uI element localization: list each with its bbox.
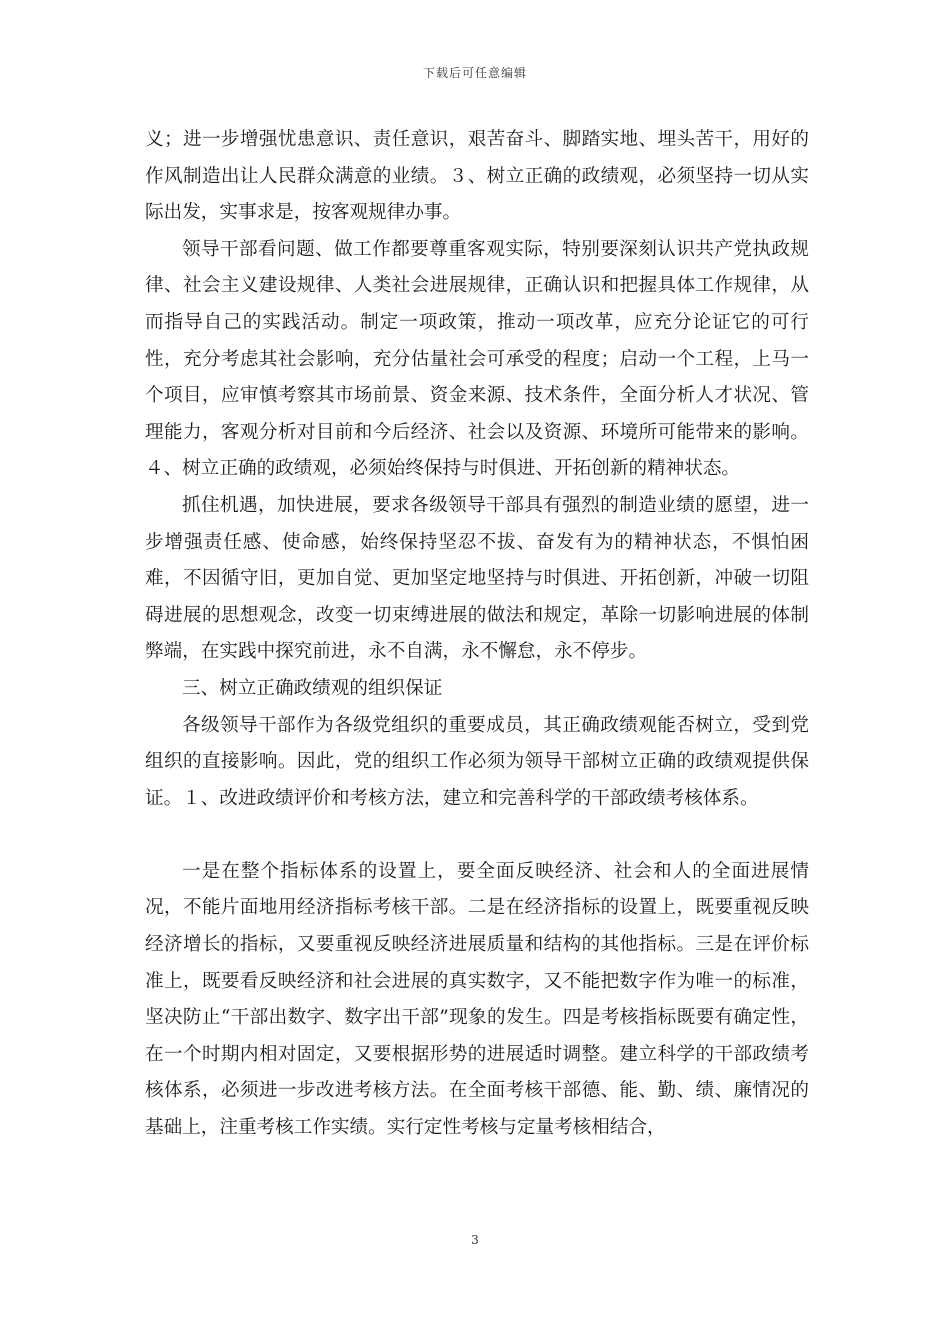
paragraph: 各级领导干部作为各级党组织的重要成员，其正确政绩观能否树立，受到党组织的直接影响。因此，党的组织工作必须为领导干部树立正确的政绩观提供保证。１、改进政绩评价和考核方法，建立和完善科学的干部政绩考核体系。 bbox=[145, 714, 809, 809]
paragraph: 一是在整个指标体系的设置上，要全面反映经济、社会和人的全面进展情况，不能片面地用经济指标考核干部。二是在经济指标的设置上，既要重视反映经济增长的指标，又要重视反映经济进展质量和结构的其他指标。三是在评价标准上，既要看反映经济和社会进展的真实数字，又不能把数字作为唯一的标准，坚决防止“干部出数字、数字出干部”现象的发生。四是考核指标既要有确定性，在一个时期内相对固定，又要根据形势的进展适时调整。建立科学的干部政绩考核体系，必须进一步改进考核方法。在全面考核干部德、能、勤、绩、廉情况的基础上，注重考核工作实绩。实行定性考核与定量考核相结合， bbox=[145, 860, 809, 1139]
page-header: 下载后可任意编辑 bbox=[422, 66, 527, 80]
document-body bbox=[145, 122, 809, 1147]
section-heading: 三、树立正确政绩观的组织保证 bbox=[182, 677, 443, 699]
paragraph: 领导干部看问题、做工作都要尊重客观实际，特别要深刻认识共产党执政规律、社会主义建设规律、人类社会进展规律，正确认识和把握具体工作规律，从而指导自己的实践活动。制定一项政策，推动一项改革，应充分论证它的可行性，充分考虑其社会影响，充分估量社会可承受的程度；启动一个工程，上马一个项目，应审慎考察其市场前景、资金来源、技术条件，全面分析人才状况、管理能力，客观分析对目前和今后经济、社会以及资源、环境所可能带来的影响。４、树立正确的政绩观，必须始终保持与时俱进、开拓创新的精神状态。 bbox=[145, 238, 809, 480]
paragraph: 抓住机遇，加快进展，要求各级领导干部具有强烈的制造业绩的愿望，进一步增强责任感、使命感，始终保持坚忍不拔、奋发有为的精神状态，不惧怕困难，不因循守旧，更加自觉、更加坚定地坚持与时俱进、开拓创新，冲破一切阻碍进展的思想观念，改变一切束缚进展的做法和规定，革除一切影响进展的体制弊端，在实践中探究前进，永不自满，永不懈怠，永不停步。 bbox=[145, 494, 809, 663]
paragraph-continuation: 义；进一步增强忧患意识、责任意识，艰苦奋斗、脚踏实地、埋头苦干，用好的作风制造出让人民群众满意的业绩。３、树立正确的政绩观，必须坚持一切从实际出发，实事求是，按客观规律办事。 bbox=[145, 129, 809, 224]
page-number: 3 bbox=[471, 1233, 479, 1247]
